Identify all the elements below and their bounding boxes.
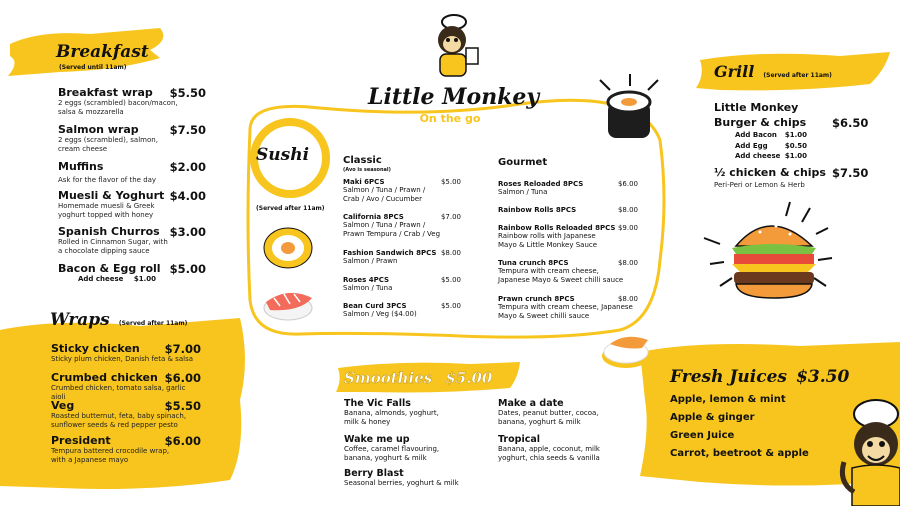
item-desc: Salmon / Tuna [498, 188, 548, 196]
item-name: Tuna crunch 8PCS [498, 259, 569, 267]
burger-icon [700, 198, 840, 308]
item-name: Salmon wrap [58, 123, 139, 136]
item-price: $7.00 [164, 342, 201, 356]
item-price: $8.00 [617, 206, 638, 214]
menu-item [344, 468, 484, 490]
item-price: $6.00 [164, 434, 201, 448]
menu-item [58, 225, 206, 259]
addon-label: Add Bacon [735, 131, 777, 139]
menu-item [343, 302, 461, 322]
juices-price: $3.50 [796, 367, 850, 387]
menu-item [58, 123, 206, 157]
menu-item [51, 342, 201, 366]
item-price: $5.50 [169, 86, 206, 100]
wraps-note: (Served after 11am) [118, 320, 188, 327]
item-name: Fashion Sandwich 8PCS [343, 249, 437, 257]
item-name: Make a date [498, 398, 564, 409]
item-desc: with a Japanese mayo [51, 456, 129, 464]
juice-item: Apple & ginger [670, 412, 755, 423]
item-desc: sunflower seeds & red pepper pesto [51, 421, 178, 429]
item-desc: Mayo & Little Monkey Sauce [498, 241, 598, 249]
item-desc: Tempura battered crocodile wrap, [51, 447, 170, 455]
menu-item [343, 249, 461, 269]
item-price: $8.00 [440, 249, 461, 257]
item-price: $8.00 [617, 295, 638, 303]
gourmet-title: Gourmet [498, 157, 548, 168]
item-price: $8.00 [617, 259, 638, 267]
brand-name: Little Monkey [368, 84, 540, 110]
item-name: Bean Curd 3PCS [343, 302, 407, 310]
item-desc: Banana, apple, coconut, milk [498, 445, 600, 453]
item-desc: Coffee, caramel flavouring, [344, 445, 440, 453]
burger-price: $6.50 [832, 116, 869, 130]
juice-item: Apple, lemon & mint [670, 394, 786, 405]
addon-row [735, 130, 807, 141]
item-desc: Salmon / Tuna [343, 284, 393, 292]
item-desc: Seasonal berries, yoghurt & milk [344, 479, 459, 487]
classic-note: (Avo is seasonal) [343, 167, 391, 173]
menu-item [58, 160, 206, 184]
item-name: The Vic Falls [344, 398, 411, 409]
addon-row [735, 151, 807, 162]
item-desc: Salmon / Tuna / Prawn / [343, 186, 426, 194]
item-name: Roses 4PCS [343, 276, 390, 284]
juice-item: Green Juice [670, 430, 735, 441]
addon-row [735, 141, 807, 152]
menu-item [343, 178, 461, 208]
sushi-note: (Served after 11am) [256, 205, 325, 212]
item-desc: Salmon / Prawn [343, 257, 398, 265]
monkey-mascot-icon [832, 392, 900, 506]
menu-item [58, 189, 206, 223]
smoothies-header [344, 368, 492, 387]
item-name: Muffins [58, 160, 104, 173]
sushi-title: Sushi [256, 145, 310, 165]
item-desc: 2 eggs (scrambled), salmon, [58, 136, 158, 144]
item-price: $4.00 [169, 189, 206, 203]
item-name: Roses Reloaded 8PCS [498, 180, 584, 188]
item-name: Veg [51, 399, 75, 412]
item-name: Berry Blast [344, 468, 404, 479]
menu-item [498, 224, 638, 254]
menu-item [51, 371, 201, 401]
item-name: Bacon & Egg roll [58, 262, 161, 275]
item-desc: 2 eggs (scrambled) bacon/macon, [58, 99, 178, 107]
item-desc: Tempura with cream cheese, [498, 267, 599, 275]
item-desc: Prawn Tempura / Crab / Veg [343, 230, 441, 238]
item-desc: a chocolate dipping sauce [58, 247, 150, 255]
brand-tagline: On the go [419, 112, 481, 125]
item-desc: Homemade muesli & Greek [58, 202, 155, 210]
smoothies-title: Smoothies [344, 369, 433, 387]
item-name: Wake me up [344, 434, 410, 445]
salmon-nigiri-icon [260, 282, 316, 324]
addon-price: $1.00 [784, 152, 807, 160]
item-desc: Crumbed chicken, tomato salsa, garlic aioli [51, 384, 186, 401]
item-price: $6.00 [164, 371, 201, 385]
item-price: $6.00 [617, 180, 638, 188]
item-price: $5.00 [440, 178, 461, 186]
wraps-title: Wraps [50, 310, 110, 330]
item-desc: Japanese Mayo & Sweet chilli sauce [498, 276, 624, 284]
menu-item [498, 180, 638, 200]
item-price: $5.50 [164, 399, 201, 413]
item-price: $3.00 [169, 225, 206, 239]
menu-item [498, 434, 638, 466]
menu-item [343, 276, 461, 296]
juices-title: Fresh Juices [670, 367, 787, 387]
juices-header [670, 367, 849, 387]
addon-label: Add cheese [78, 275, 124, 283]
item-name: Maki 6PCS [343, 178, 385, 186]
menu-item [344, 398, 484, 430]
item-desc: Banana, almonds, yoghurt, [344, 409, 439, 417]
item-name: Sticky chicken [51, 342, 140, 355]
menu-item [343, 213, 461, 243]
item-name: President [51, 434, 111, 447]
item-desc: Dates, peanut butter, cocoa, [498, 409, 599, 417]
breakfast-note: (Served until 11am) [59, 64, 127, 71]
addon-price: $1.00 [133, 275, 157, 283]
item-desc: banana, yoghurt & milk [344, 454, 427, 462]
menu-item [498, 259, 638, 289]
menu-item [51, 434, 201, 468]
sushi-roll-icon [258, 222, 322, 272]
item-desc: Rainbow rolls with Japanese [498, 232, 596, 240]
item-desc: Mayo & Sweet chilli sauce [498, 312, 590, 320]
addon-label: Add Egg [735, 141, 768, 150]
item-desc: Crab / Avo / Cucumber [343, 195, 422, 203]
item-desc: Roasted butternut, feta, baby spinach, [51, 412, 187, 420]
smoothies-price: $5.00 [445, 369, 493, 387]
item-price: $7.50 [169, 123, 206, 137]
burger-name-line1: Little Monkey [714, 101, 799, 114]
item-desc: Ask for the flavor of the day [58, 176, 157, 184]
item-desc: Salmon / Veg ($4.00) [343, 310, 417, 318]
menu-item [58, 262, 206, 288]
nigiri-icon [596, 326, 660, 374]
addon-price: $1.00 [784, 131, 807, 139]
chicken-desc: Peri-Peri or Lemon & Herb [714, 181, 805, 189]
item-price: $2.00 [169, 160, 206, 174]
item-name: Prawn crunch 8PCS [498, 295, 575, 303]
item-price: $5.00 [169, 262, 206, 276]
item-price: $7.00 [440, 213, 461, 221]
addon-price: $0.50 [784, 141, 807, 150]
item-name: Rainbow Rolls 8PCS [498, 206, 577, 214]
menu-item [51, 399, 201, 433]
item-desc: Rolled in Cinnamon Sugar, with [58, 238, 168, 246]
classic-title: Classic [343, 155, 382, 166]
item-name: Rainbow Rolls Reloaded 8PCS [498, 224, 616, 232]
item-name: California 8PCS [343, 213, 404, 221]
item-price: $5.00 [440, 276, 461, 284]
item-price: $9.00 [617, 224, 638, 232]
item-desc: Sticky plum chicken, Danish feta & salsa [51, 355, 193, 363]
item-desc: Tempura with cream cheese, Japanese [498, 303, 633, 311]
addon-label: Add cheese [735, 152, 781, 160]
item-desc: banana, yoghurt & milk [498, 418, 581, 426]
item-name: Tropical [498, 434, 541, 445]
item-desc: yoghurt, chia seeds & vanilla [498, 454, 600, 462]
item-name: Muesli & Yoghurt [58, 189, 165, 202]
juice-item: Carrot, beetroot & apple [670, 448, 809, 459]
item-desc: salsa & mozzarella [58, 108, 124, 116]
grill-addons [735, 130, 807, 162]
breakfast-title: Breakfast [56, 42, 149, 62]
monkey-logo-icon [418, 12, 488, 82]
grill-header [714, 62, 832, 81]
burger-name-line2: Burger & chips [714, 116, 807, 129]
item-desc: Salmon / Tuna / Prawn / [343, 221, 426, 229]
item-desc: cream cheese [58, 145, 108, 153]
chicken-name: ½ chicken & chips [714, 166, 826, 179]
menu-item [498, 206, 638, 218]
wraps-header [50, 310, 187, 330]
item-name: Spanish Churros [58, 225, 160, 238]
grill-title: Grill [714, 62, 755, 81]
menu-item [498, 398, 638, 430]
maki-roll-icon [592, 72, 668, 152]
item-price: $5.00 [440, 302, 461, 310]
chicken-price: $7.50 [832, 166, 869, 180]
menu-item [498, 295, 638, 325]
menu-item [344, 434, 484, 466]
item-name: Breakfast wrap [58, 86, 153, 99]
menu-item [58, 86, 206, 126]
grill-note: (Served after 11am) [763, 72, 832, 79]
item-desc: milk & honey [344, 418, 391, 426]
item-desc: yoghurt topped with honey [58, 211, 154, 219]
item-name: Crumbed chicken [51, 371, 158, 384]
